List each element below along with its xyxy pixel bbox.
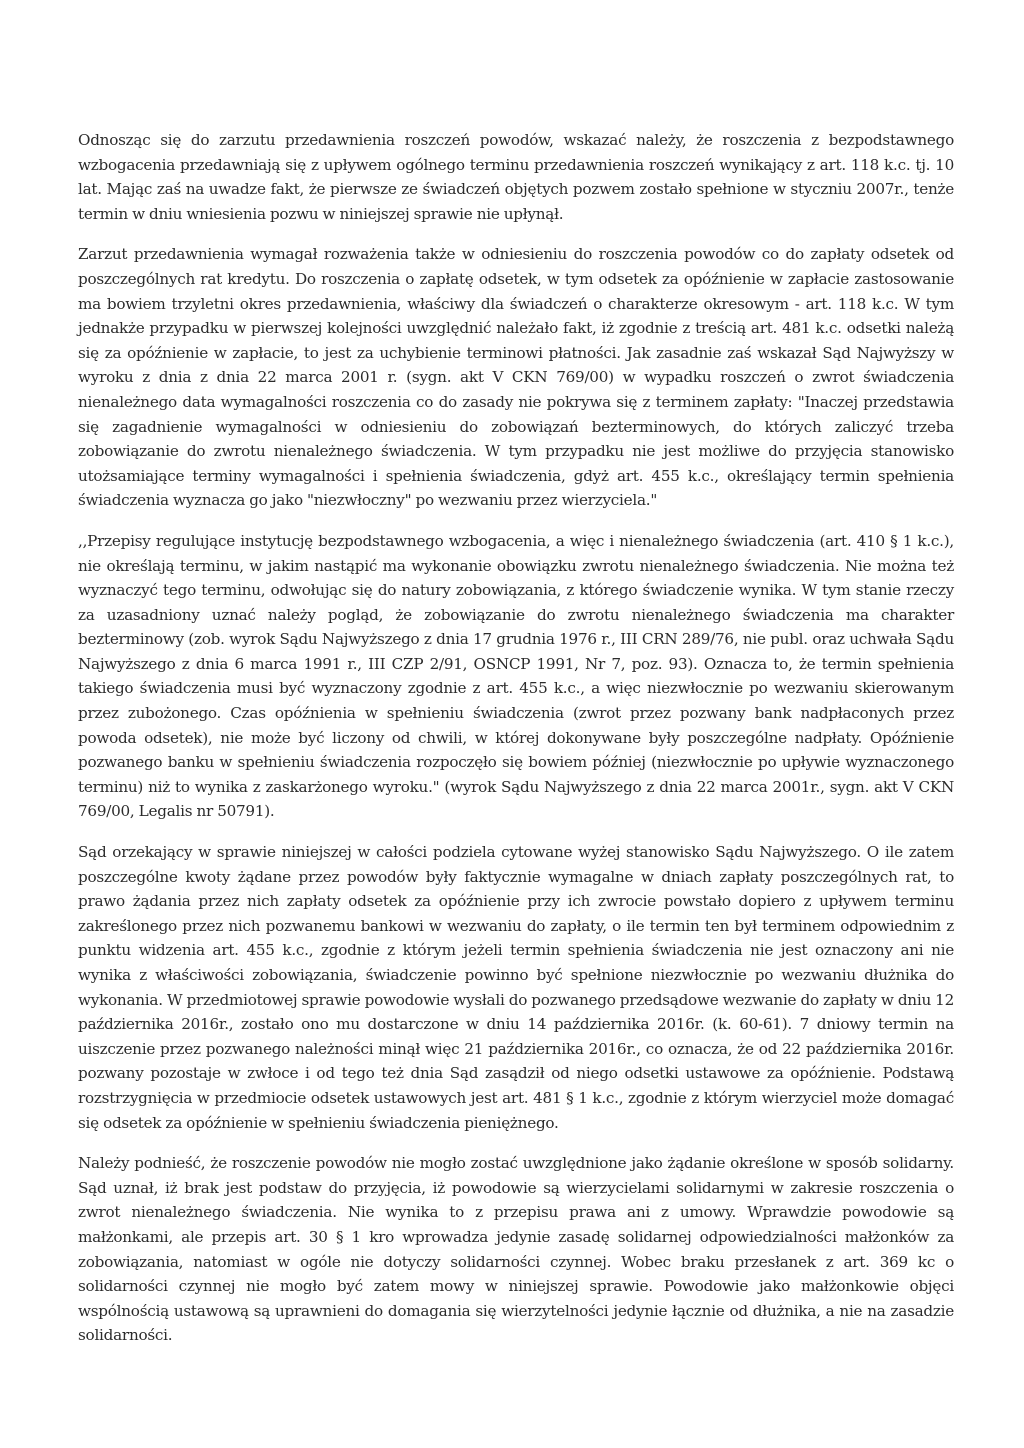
paragraph-interest-limitation: Zarzut przedawnienia wymagał rozważenia także w odniesieniu do roszczenia powodów co do zapłaty odsetek od poszczególnych rat kredytu. Do roszczenia o zapłatę odsetek, w tym odsetek za opóźnienie w zapłacie zastosowanie ma bowiem trzyletni okres przedawnienia, właściwy dla świadczeń o charakterze okresowym - art. 118 k.c. W tym jednakże przypadku w pierwszej kolejności uwzględnić należało fakt, iż zgodnie z treścią art. 481 k.c. odsetki należą się za opóźnienie w zapłacie, to jest za uchybienie terminowi płatności. Jak zasadnie zaś wskazał Sąd Najwyższy w wyroku z dnia z dnia 22 marca 2001 r. (sygn. akt V CKN 769/00) w wypadku roszczeń o zwrot świadczenia nienależnego data wymagalności roszczenia co do zasady nie pokrywa się z terminem zapłaty: "Inaczej przedstawia się zagadnienie wymagalności w odniesieniu do zobowiązań bezterminowych, do których zaliczyć trzeba zobowiązanie do zwrotu nienależnego świadczenia. W tym przypadku nie jest możliwe do przyjęcia stanowisko utożsamiające terminy wymagalności i spełnienia świadczenia, gdyż art. 455 k.c., określający termin spełnienia świadczenia wyznacza go jako "niezwłoczny" po wezwaniu przez wierzyciela." xyxy=(78,245,954,510)
paragraph-solidarity: Należy podnieść, że roszczenie powodów nie mogło zostać uwzględnione jako żądanie określone w sposób solidarny. Sąd uznał, iż brak jest podstaw do przyjęcia, iż powodowie są wierzycielami solidarnymi w zakresie roszczenia o zwrot nienależnego świadczenia. Nie wynika to z przepisu prawa ani z umowy. Wprawdzie powodowie są małżonkami, ale przepis art. 30 § 1 kro wprowadza jedynie zasadę solidarnej odpowiedzialności małżonków za zobowiązania, natomiast w ogóle nie dotyczy solidarności czynnej. Wobec braku przesłanek z art. 369 kc o solidarności czynnej nie mogło być zatem mowy w niniejszej sprawie. Powodowie jako małżonkowie objęci wspólnością ustawową są uprawnieni do domagania się wierzytelności jedynie łącznie od dłużnika, a nie na zasadzie solidarności. xyxy=(78,1154,954,1345)
paragraph-supreme-court-quote: ,,Przepisy regulujące instytucję bezpodstawnego wzbogacenia, a więc i nienależnego świadczenia (art. 410 § 1 k.c.), nie określają terminu, w jakim nastąpić ma wykonanie obowiązku zwrotu nienależnego świadczenia. Nie można też wyznaczyć tego terminu, odwołując się do natury zobowiązania, z którego świadczenie wynika. W tym stanie rzeczy za uzasadniony uznać należy pogląd, że zobowiązanie do zwrotu nienależnego świadczenia ma charakter bezterminowy (zob. wyrok Sądu Najwyższego z dnia 17 grudnia 1976 r., III CRN 289/76, nie publ. oraz uchwała Sądu Najwyższego z dnia 6 marca 1991 r., III CZP 2/91, OSNCP 1991, Nr 7, poz. 93). Oznacza to, że termin spełnienia takiego świadczenia musi być wyznaczony zgodnie z art. 455 k.c., a więc niezwłocznie po wezwaniu skierowanym przez zubożonego. Czas opóźnienia w spełnieniu świadczenia (zwrot przez pozwany bank nadpłaconych przez powoda odsetek), nie może być liczony od chwili, w której dokonywane były poszczególne nadpłaty. Opóźnienie pozwanego banku w spełnieniu świadczenia rozpoczęło się bowiem później (niezwłocznie po upływie wyznaczonego terminu) niż to wynika z zaskarżonego wyroku." (wyrok Sądu Najwyższego z dnia 22 marca 2001r., sygn. akt V CKN 769/00, Legalis nr 50791). xyxy=(78,531,954,821)
document-page xyxy=(78,128,954,1364)
paragraph-statute-of-limitations: Odnosząc się do zarzutu przedawnienia roszczeń powodów, wskazać należy, że roszczenia z bezpodstawnego wzbogacenia przedawniają się z upływem ogólnego terminu przedawnienia roszczeń wynikający z art. 118 k.c. tj. 10 lat. Mając zaś na uwadze fakt, że pierwsze ze świadczeń objętych pozwem zostało spełnione w styczniu 2007r., tenże termin w dniu wniesienia pozwu w niniejszej sprawie nie upłynął. xyxy=(78,131,954,223)
paragraph-court-position: Sąd orzekający w sprawie niniejszej w całości podziela cytowane wyżej stanowisko Sądu Najwyższego. O ile zatem poszczególne kwoty żądane przez powodów były faktycznie wymagalne w dniach zapłaty poszczególnych rat, to prawo żądania przez nich zapłaty odsetek za opóźnienie przy ich zwrocie powstało dopiero z upływem terminu zakreślonego przez nich pozwanemu bankowi w wezwaniu do zapłaty, o ile termin ten był terminem odpowiednim z punktu widzenia art. 455 k.c., zgodnie z którym jeżeli termin spełnienia świadczenia nie jest oznaczony ani nie wynika z właściwości zobowiązania, świadczenie powinno być spełnione niezwłocznie po wezwaniu dłużnika do wykonania. W przedmiotowej sprawie powodowie wysłali do pozwanego przedsądowe wezwanie do zapłaty w dniu 12 października 2016r., zostało ono mu dostarczone w dniu 14 października 2016r. (k. 60-61). 7 dniowy termin na uiszczenie przez pozwanego należności minął więc 21 października 2016r., co oznacza, że od 22 października 2016r. pozwany pozostaje w zwłoce i od tego też dnia Sąd zasądził od niego odsetki ustawowe za opóźnienie. Podstawą rozstrzygnięcia w przedmiocie odsetek ustawowych jest art. 481 § 1 k.c., zgodnie z którym wierzyciel może domagać się odsetek za opóźnienie w spełnieniu świadczenia pieniężnego. xyxy=(78,843,954,1132)
